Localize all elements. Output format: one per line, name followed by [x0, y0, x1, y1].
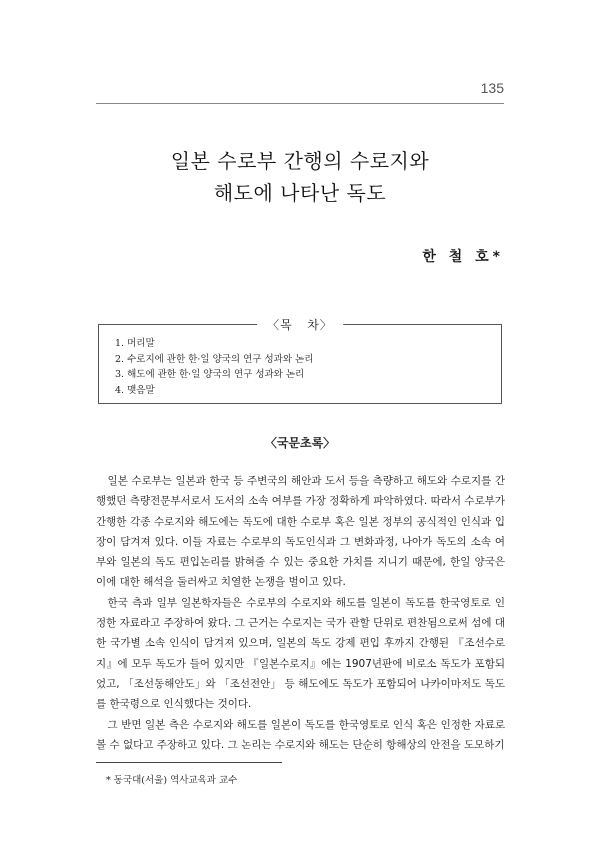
table-of-contents: [98, 318, 502, 404]
footnote-rule: [96, 762, 282, 763]
abstract-body: [96, 471, 505, 755]
abstract-heading: 〈국문초록〉: [264, 436, 336, 450]
toc-item: 4. 맺음말: [115, 384, 155, 396]
abstract-paragraph: 일본 수로부는 일본과 한국 등 주변국의 해안과 도서 등을 측량하고 해도와 수로지를 간행했던 측량전문부서로서 도서의 소속 여부를 가장 정확하게 파악하였다. 따라서 수로부가 간행한 각종 수로지와 해도에는 독도에 대한 수로부 혹은 일본 정부의 공식적인 인식과 입장이 담겨져 있다. 이들 자료는 수로부의 독도인식과 그 변화과정, 나아가 독도의 소속 여부와 일본의 독도 편입논리를 밝혀줄 수 있는 중요한 가치를 지니기 때문에, 한일 양국은 이에 대한 해석을 둘러싸고 치열한 논쟁을 벌이고 있다.: [96, 475, 505, 589]
footnote: * 동국대(서울) 역사교육과 교수: [106, 775, 238, 786]
toc-item: 2. 수로지에 관한 한·일 양국의 연구 성과와 논리: [115, 353, 314, 365]
author-name: 한 철 호*: [422, 249, 504, 265]
toc-heading: 〈목 차〉: [257, 316, 343, 333]
header-rule: [96, 103, 504, 104]
abstract-paragraph: 한국 측과 일부 일본학자들은 수로부의 수로지와 해도를 일본이 독도를 한국영토로 인정한 자료라고 주장하여 왔다. 그 근거는 수로지는 국가 관할 단위로 편찬됨으로써 섬에 대한 국가별 소속 인식이 담겨져 있으며, 일본의 독도 강제 편입 후까지 간행된 『조선수로지』에 모두 독도가 들어 있지만 『일본수로지』에는 1907년판에 비로소 독도가 포함되었고, 「조선동해안도」와 「조선전안」 등 해도에도 독도가 포함되어 나카이마저도 독도를 한국령으로 인식했다는 것이다.: [96, 596, 505, 711]
toc-item: 3. 해도에 관한 한·일 양국의 연구 성과와 논리: [115, 369, 305, 380]
page-number: 135: [480, 80, 504, 96]
paper-title-line2: 해도에 나타난 독도: [213, 181, 387, 205]
toc-list: [115, 336, 313, 398]
toc-item: 1. 머리말: [115, 338, 155, 349]
paper-title-line1: 일본 수로부 간행의 수로지와: [170, 149, 430, 173]
abstract-paragraph: 그 반면 일본 측은 수로지와 해도를 일본이 독도를 한국영토로 인식 혹은 인정한 자료로 볼 수 없다고 주장하고 있다. 그 논리는 수로지와 해도는 단순히 항해상의 안전을 도모하기: [96, 718, 505, 751]
